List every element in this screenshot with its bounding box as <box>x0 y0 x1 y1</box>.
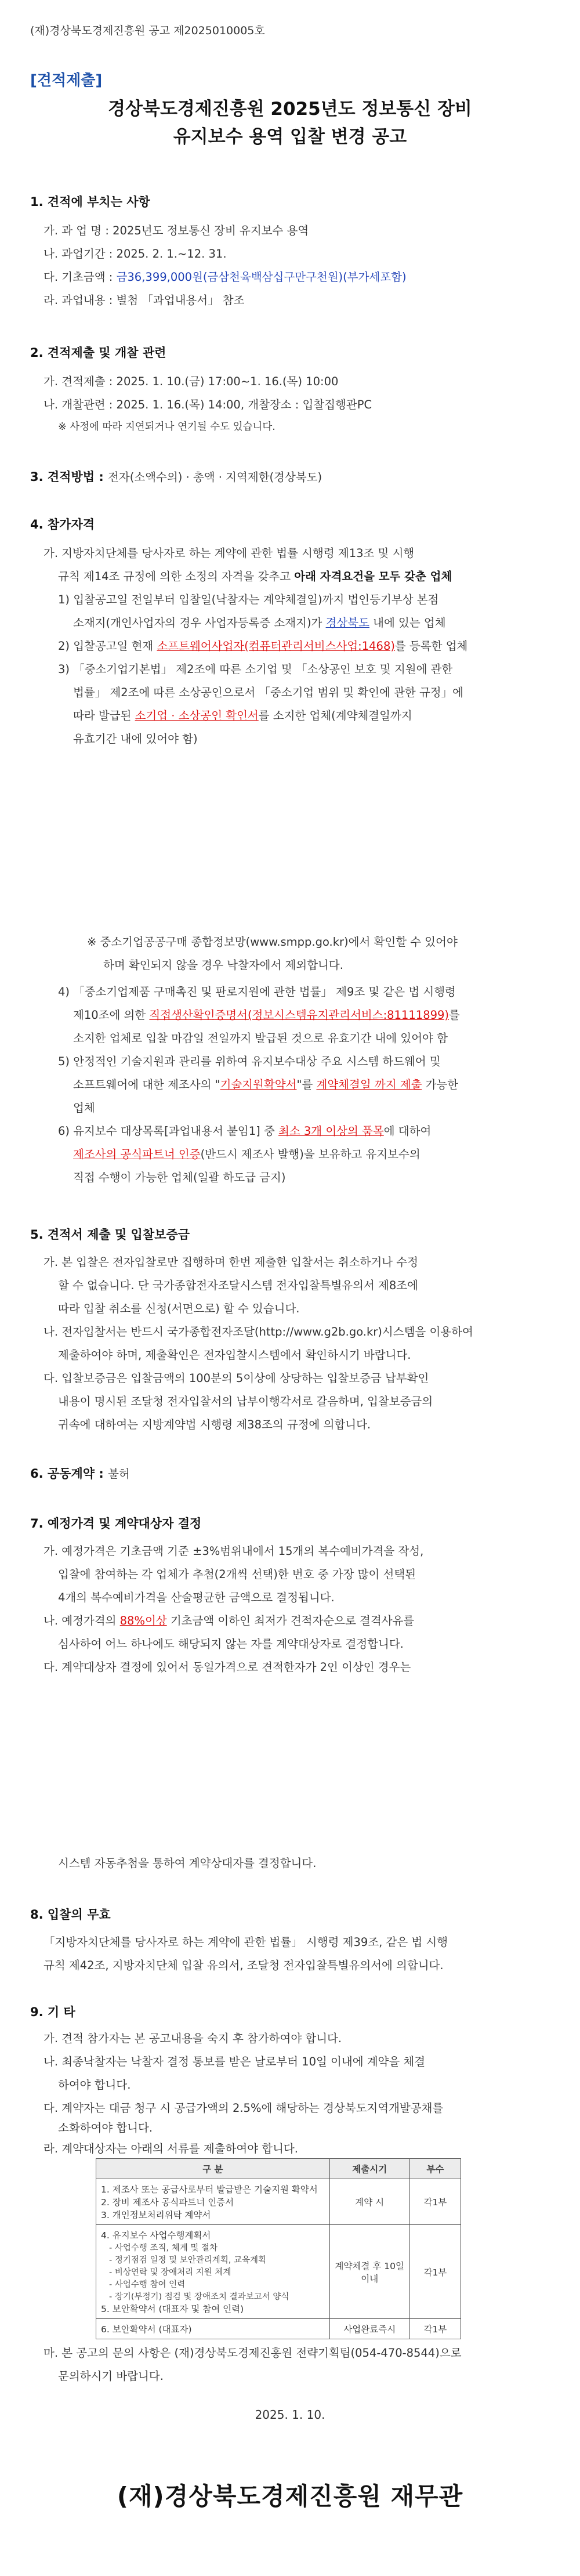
s1-item-b: 나. 과업기간 : 2025. 2. 1.~12. 31. <box>44 247 227 261</box>
s7-c1: 다. 계약대상자 결정에 있어서 동일가격으로 견적한자가 2인 이상인 경우는 <box>44 1660 411 1674</box>
table-row <box>96 2179 461 2225</box>
s9-e2: 문의하시기 바랍니다. <box>58 2369 164 2383</box>
s5-c2: 내용이 명시된 조달청 전자입찰서의 납부이행각서로 갈음하며, 입찰보증금의 <box>58 1395 433 1408</box>
s4-i2-post: 를 등록한 업체 <box>394 639 468 653</box>
row2-copies: 각1부 <box>409 2225 461 2319</box>
s4-i5b-mid: "를 <box>296 1078 317 1091</box>
s7-b2: 심사하여 어느 하나에도 해당되지 않는 자를 계약대상자로 결정합니다. <box>58 1637 404 1651</box>
section-6 <box>30 1464 130 1482</box>
section-3-heading: 3. 견적방법 : <box>30 470 108 484</box>
s5-b1: 나. 전자입찰서는 반드시 국가종합전자조달(http://www.g2b.go.kr)시스템을 이용하여 <box>44 1325 473 1338</box>
s4-i3b: 법률」 제2조에 따른 소상공인으로서 「중소기업 범위 및 확인에 관한 규정」에 <box>73 686 463 699</box>
s4-note2: 하며 확인되지 않을 경우 낙찰자에서 제외합니다. <box>103 958 343 972</box>
s4-i3d: 유효기간 내에 있어야 함) <box>73 732 198 746</box>
submit-deadline: 계약체결일 까지 제출 <box>316 1078 422 1091</box>
row1-docs <box>96 2179 330 2225</box>
row1-timing: 계약 시 <box>329 2179 409 2225</box>
s7-c2: 시스템 자동추첨을 통하여 계약상대자를 결정합니다. <box>58 1857 317 1870</box>
section-4-heading: 4. 참가자격 <box>30 518 95 531</box>
s4-i1a: 1) 입찰공고일 전일부터 입찰일(낙찰자는 계약체결일)까지 법인등기부상 본점 <box>58 593 439 606</box>
s9-b1: 나. 최종낙찰자는 낙찰자 결정 통보를 받은 날로부터 10일 이내에 계약을 체결 <box>44 2055 426 2068</box>
s4-i5b <box>73 1076 458 1092</box>
s4-i6c: 직접 수행이 가능한 업체(일괄 하도급 금지) <box>73 1171 286 1184</box>
page-title-line1: 경상북도경제진흥원 2025년도 정보통신 장비 <box>108 99 472 120</box>
s5-a1: 가. 본 입찰은 전자입찰로만 집행하며 한번 제출한 입찰서는 취소하거나 수정 <box>44 1256 418 1269</box>
s2-item-b: 나. 개찰관련 : 2025. 1. 16.(목) 14:00, 개찰장소 : 입찰집행관PC <box>44 398 372 411</box>
s4-i6a-post: 에 대하여 <box>383 1124 432 1138</box>
s9-d: 라. 계약대상자는 아래의 서류를 제출하여야 합니다. <box>44 2142 298 2155</box>
plan-sub-4: - 사업수행 참여 인력 <box>109 2280 186 2289</box>
s9-a: 가. 견적 참가자는 본 공고내용을 숙지 후 참가하여야 합니다. <box>44 2032 342 2045</box>
s2-note: ※ 사정에 따라 지연되거나 연기될 수도 있습니다. <box>58 421 276 433</box>
s4-i4a: 4) 「중소기업제품 구매촉진 및 판로지원에 관한 법률」 제9조 및 같은 법 시행령 <box>58 985 456 998</box>
s4-note1: ※ 중소기업공공구매 종합정보망(www.smpp.go.kr)에서 확인할 수 있어야 <box>87 935 458 949</box>
section-5-heading: 5. 견적서 제출 및 입찰보증금 <box>30 1228 190 1242</box>
base-amount: 금36,399,000원(금삼천육백삼십구만구천원)(부가세포함) <box>116 270 407 284</box>
software-business-req: 소프트웨어사업자(컴퓨터관리서비스사업:1468) <box>157 639 395 653</box>
s4-p2-bold: 아래 자격요건을 모두 갖춘 업체 <box>294 570 452 583</box>
s9-e1: 마. 본 공고의 문의 사항은 (재)경상북도경제진흥원 전략기획팀(054-470-8544)으로 <box>44 2346 462 2360</box>
document-number: (재)경상북도경제진흥원 공고 제2025010005호 <box>30 24 265 37</box>
s4-i5a: 5) 안정적인 기술지원과 관리를 위하여 유지보수대상 주요 시스템 하드웨어 및 <box>58 1055 441 1068</box>
issuer-signature: (재)경상북도경제진흥원 재무관 <box>117 2482 463 2510</box>
s4-i1b-text: 소재지(개인사업자의 경우 사업자등록증 소재지)가 <box>73 616 326 629</box>
section-9-heading: 9. 기 타 <box>30 2005 75 2019</box>
s9-c2: 소화하여야 합니다. <box>58 2121 153 2134</box>
section-1-heading: 1. 견적에 부치는 사항 <box>30 195 150 209</box>
s4-i4b <box>73 1006 460 1022</box>
s4-i5b-text: 소프트웨어에 대한 제조사의 " <box>73 1078 220 1091</box>
s7-a1: 가. 예정가격은 기초금액 기준 ±3%범위내에서 15개의 복수예비가격을 작성, <box>44 1544 424 1558</box>
doc-privacy-contract: 3. 개인정보처리위탁 계약서 <box>101 2210 211 2220</box>
row2-timing: 계약체결 후 10일 이내 <box>329 2225 409 2319</box>
col-timing: 제출시기 <box>329 2159 409 2179</box>
submission-tag: [견적제출] <box>30 72 103 89</box>
doc-security-pledge: 5. 보안확약서 (대표자 및 참여 인력) <box>101 2304 244 2314</box>
plan-sub-3: - 비상연락 및 장애처리 지원 체계 <box>109 2268 231 2277</box>
s4-i6b-post: (반드시 제조사 발행)을 보유하고 유지보수의 <box>200 1148 420 1161</box>
section-3 <box>30 468 322 485</box>
s8-l2: 규칙 제42조, 지방자치단체 입찰 유의서, 조달청 전자입찰특별유의서에 의합니다. <box>44 1959 444 1972</box>
page-title-line2: 유지보수 용역 입찰 변경 공고 <box>173 126 407 147</box>
s4-i3c-post: 를 소지한 업체(계약체결일까지 <box>258 709 412 722</box>
s4-i6b <box>73 1145 420 1162</box>
row3-timing: 사업완료즉시 <box>329 2319 409 2339</box>
section-7-heading: 7. 예정가격 및 계약대상자 결정 <box>30 1517 202 1531</box>
plan-sub-1: - 사업수행 조직, 체계 및 절차 <box>109 2244 217 2253</box>
s4-i3c-text: 따라 발급된 <box>73 709 135 722</box>
s4-i3c <box>73 707 412 723</box>
section-6-text: 불허 <box>108 1467 130 1481</box>
table-row <box>96 2319 461 2339</box>
s1-item-d: 라. 과업내용 : 별첨 「과업내용서」 참조 <box>44 294 245 307</box>
row3-copies: 각1부 <box>409 2319 461 2339</box>
s4-i5c: 업체 <box>73 1101 95 1115</box>
s5-c1: 다. 입찰보증금은 입찰금액의 100분의 5이상에 상당하는 입찰보증금 납부확인 <box>44 1372 429 1385</box>
s4-i6a-text: 6) 유지보수 대상목록[과업내용서 붙임1] 중 <box>58 1124 279 1138</box>
s4-i2 <box>58 637 467 653</box>
s5-a2: 할 수 없습니다. 단 국가종합전자조달시스템 전자입찰특별유의서 제8조에 <box>58 1279 418 1292</box>
s4-i3a: 3) 「중소기업기본법」 제2조에 따른 소기업 및 「소상공인 보호 및 지원에 관한 <box>58 663 453 676</box>
direct-production-cert: 직접생산확인증명서(정보시스템유지관리서비스:81111899) <box>149 1008 449 1022</box>
region-link: 경상북도 <box>325 616 369 629</box>
tech-support-letter: 기술지원확약서 <box>220 1078 297 1091</box>
s1-item-c <box>44 268 407 284</box>
col-copies: 부수 <box>409 2159 461 2179</box>
s5-c3: 귀속에 대하여는 지방계약법 시행령 제38조의 규정에 의합니다. <box>58 1418 371 1431</box>
col-category: 구 분 <box>96 2159 330 2179</box>
section-6-heading: 6. 공동계약 : <box>30 1467 108 1481</box>
section-3-text: 전자(소액수의) · 총액 · 지역제한(경상북도) <box>108 471 322 484</box>
s4-i1b <box>73 614 446 630</box>
s4-p2-text: 규칙 제14조 규정에 의한 소정의 자격을 갖추고 <box>58 570 295 583</box>
plan-sub-2: - 정기점검 일정 및 보안관리계획, 교육계획 <box>109 2256 267 2265</box>
s1-item-a: 가. 과 업 명 : 2025년도 정보통신 장비 유지보수 용역 <box>44 224 309 237</box>
s4-i5b-post: 가능한 <box>422 1078 459 1091</box>
s7-b1-post: 기초금액 이하인 최저가 견적자순으로 결격사유를 <box>166 1614 415 1627</box>
announcement-date: 2025. 1. 10. <box>255 2408 325 2422</box>
s8-l1: 「지방자치단체를 당사자로 하는 계약에 관한 법률」 시행령 제39조, 같은 법 시행 <box>44 1935 448 1949</box>
s4-i4b-text: 제10조에 의한 <box>73 1008 150 1022</box>
row2-docs <box>96 2225 330 2319</box>
section-8-heading: 8. 입찰의 무효 <box>30 1908 111 1922</box>
s4-i1b-post: 내에 있는 업체 <box>369 616 446 629</box>
s4-i6a <box>58 1122 431 1138</box>
s7-a3: 4개의 복수예비가격을 산술평균한 금액으로 결정됩니다. <box>58 1591 335 1604</box>
s4-i2-text: 2) 입찰공고일 현재 <box>58 639 157 653</box>
s4-p1: 가. 지방자치단체를 당사자로 하는 계약에 관한 법률 시행령 제13조 및 시행 <box>44 547 415 560</box>
plan-sub-5: - 장기(부정기) 점검 및 장애조치 결과보고서 양식 <box>109 2292 289 2302</box>
doc-tech-support: 1. 제조사 또는 공급사로부터 발급받은 기술지원 확약서 <box>101 2184 318 2195</box>
s7-b1 <box>44 1612 414 1628</box>
s7-a2: 입찰에 참여하는 각 업체가 추첨(2개씩 선택)한 번호 중 가장 많이 선택된 <box>58 1568 416 1581</box>
s9-b2: 하여야 합니다. <box>58 2078 131 2092</box>
section-2-heading: 2. 견적제출 및 개찰 관련 <box>30 346 166 360</box>
row1-copies: 각1부 <box>409 2179 461 2225</box>
table-header-row <box>96 2159 461 2179</box>
s5-b2: 제출하여야 하며, 제출확인은 전자입찰시스템에서 확인하시기 바랍니다. <box>58 1348 411 1362</box>
s4-i4b-post: 를 <box>449 1008 460 1022</box>
s4-p2 <box>58 567 452 584</box>
s9-c1: 다. 계약자는 대금 청구 시 공급가액의 2.5%에 해당하는 경상북도지역개발공채를 <box>44 2101 444 2115</box>
small-business-cert: 소기업 · 소상공인 확인서 <box>135 709 259 722</box>
row3-docs: 6. 보안확약서 (대표자) <box>96 2319 330 2339</box>
min-items-req: 최소 3개 이상의 품목 <box>278 1124 384 1138</box>
doc-partner-cert: 2. 장비 제조사 공식파트너 인증서 <box>101 2197 234 2208</box>
s5-a3: 따라 입찰 취소를 신청(서면으로) 할 수 있습니다. <box>58 1302 300 1315</box>
price-threshold: 88%이상 <box>119 1614 167 1627</box>
s4-i4c: 소지한 업체로 입찰 마감일 전일까지 발급된 것으로 유효기간 내에 있어야 함 <box>73 1032 448 1045</box>
required-documents-table <box>96 2158 461 2339</box>
s2-item-a: 가. 견적제출 : 2025. 1. 10.(금) 17:00~1. 16.(목) 10:00 <box>44 375 339 388</box>
table-row <box>96 2225 461 2319</box>
doc-work-plan: 4. 유지보수 사업수행계획서 <box>101 2230 211 2241</box>
s1-item-c-label: 다. 기초금액 : <box>44 270 117 284</box>
partner-cert: 제조사의 공식파트너 인증 <box>73 1148 201 1161</box>
s7-b1-text: 나. 예정가격의 <box>44 1614 120 1627</box>
